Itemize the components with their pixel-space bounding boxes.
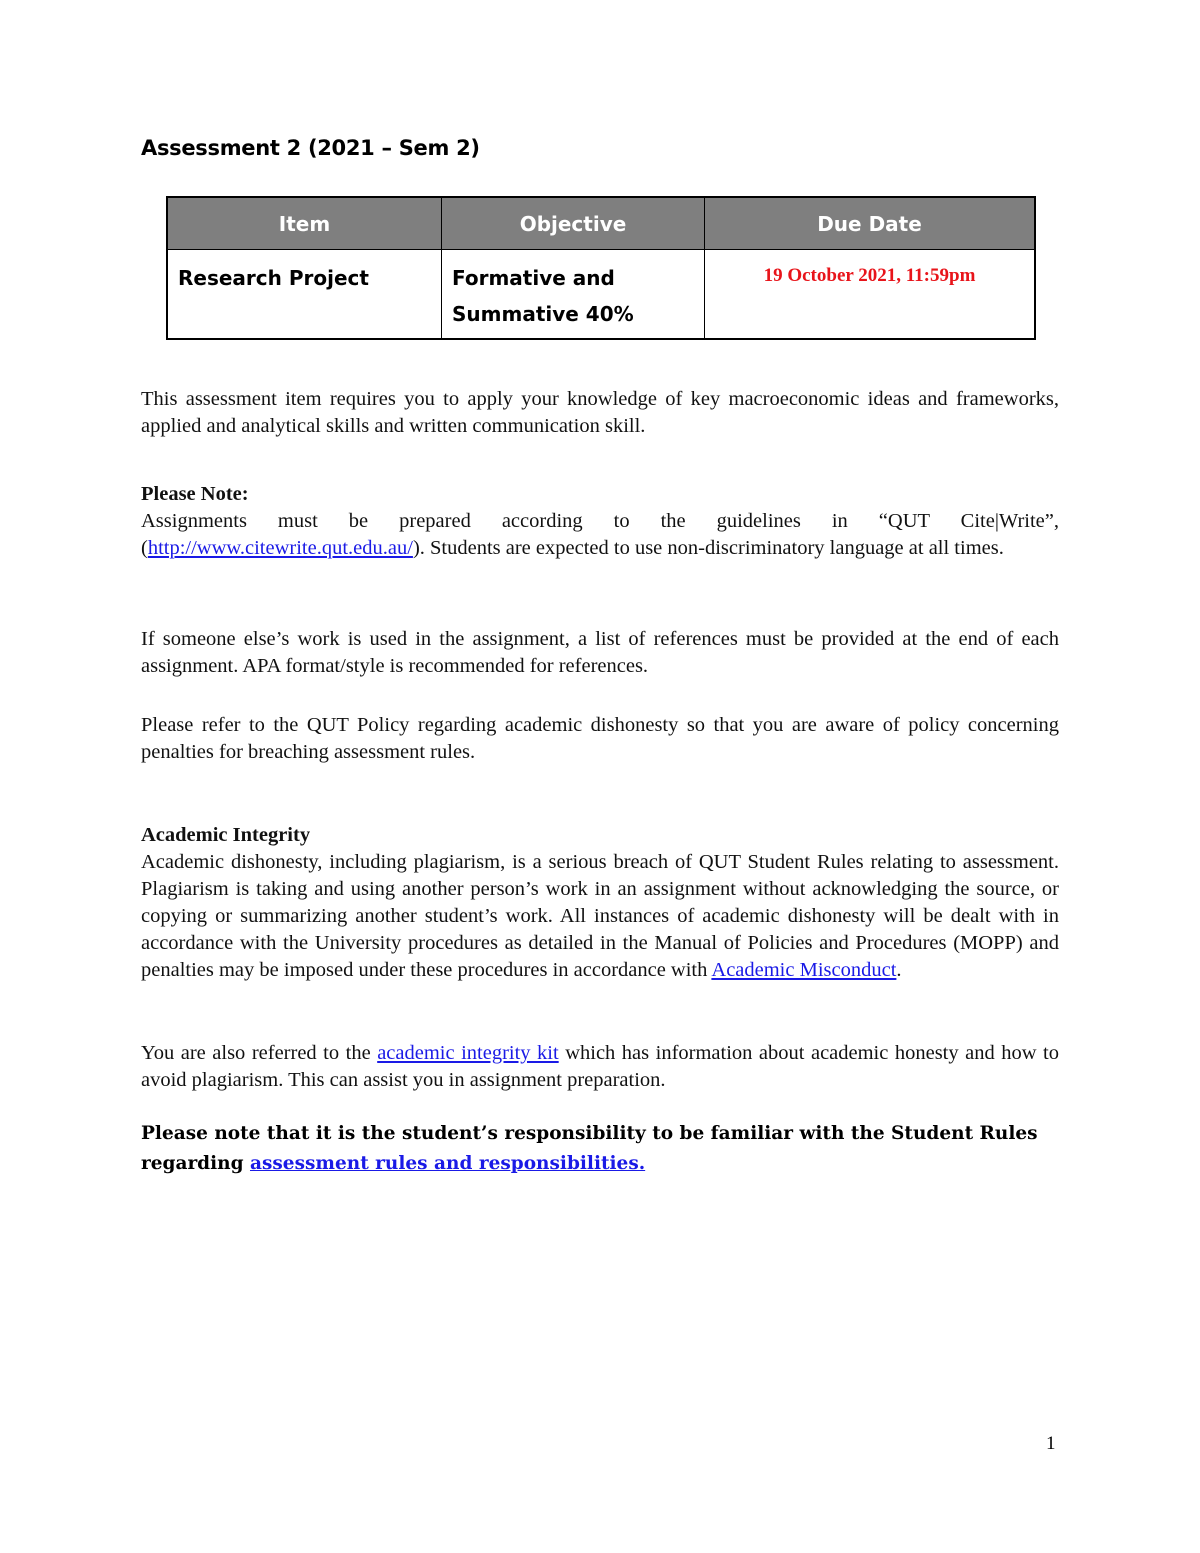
integrity-kit-paragraph <box>141 1040 1059 1094</box>
academic-integrity-end: . <box>896 959 902 981</box>
cell-due-date: 19 October 2021, 11:59pm <box>705 250 1036 340</box>
academic-misconduct-link[interactable]: Academic Misconduct <box>711 959 897 981</box>
header-objective: Objective <box>442 197 705 250</box>
cell-item: Research Project <box>167 250 442 340</box>
page-number: 1 <box>1046 1433 1056 1454</box>
kit-text-after: which has information about academic honesty and how to avoid plagiarism. This can assist you in assignment preparation. <box>141 1042 1059 1091</box>
academic-integrity-text: Academic dishonesty, including plagiarism, is a serious breach of QUT Student Rules relating to assessment. Plagiarism is taking and using another person’s work in an assignment without acknowledging the source, or copying or summarizing another student’s work. All instances of academic dishonesty will be dealt with in accordance with the University procedures as detailed in the Manual of Policies and Procedures (MOPP) and penalties may be imposed under these procedures in accordance with <box>141 851 1059 981</box>
please-note-paragraph <box>141 508 1059 562</box>
closing-paragraph <box>141 1119 1041 1179</box>
table-header-row <box>167 197 1035 250</box>
citewrite-link[interactable]: http://www.citewrite.qut.edu.au/ <box>147 537 413 559</box>
academic-integrity-section <box>141 822 1059 984</box>
please-note-text-end: ). Students are expected to use non-discriminatory language at all times. <box>412 537 1004 559</box>
cell-objective <box>442 250 705 340</box>
policy-paragraph: Please refer to the QUT Policy regarding academic dishonesty so that you are aware of policy concerning penalties for breaching assessment rules. <box>141 714 1059 763</box>
objective-line-1: Formative and <box>452 266 615 290</box>
please-note-section <box>141 481 1059 562</box>
header-item: Item <box>167 197 442 250</box>
objective-line-2: Summative 40% <box>452 302 634 326</box>
header-due-date: Due Date <box>705 197 1036 250</box>
references-paragraph: If someone else’s work is used in the assignment, a list of references must be provided at the end of each assignment. APA format/style is recommended for references. <box>141 628 1059 677</box>
document-title: Assessment 2 (2021 – Sem 2) <box>141 136 480 160</box>
please-note-text: Assignments must be prepared according to the guidelines in “QUT Cite|Write”, ( <box>141 510 1059 559</box>
academic-integrity-heading: Academic Integrity <box>141 824 311 846</box>
assessment-table <box>166 196 1036 340</box>
academic-integrity-kit-link[interactable]: academic integrity kit <box>377 1042 559 1064</box>
table-row <box>167 250 1035 340</box>
closing-text: Please note that it is the student’s responsibility to be familiar with the Student Rules regarding <box>141 1123 1038 1174</box>
kit-text-before: You are also referred to the <box>141 1042 378 1064</box>
academic-integrity-paragraph <box>141 849 1059 984</box>
intro-paragraph: This assessment item requires you to apply your knowledge of key macroeconomic ideas and frameworks, applied and analytical skills and written communication skill. <box>141 388 1059 437</box>
assessment-rules-link[interactable]: assessment rules and responsibilities. <box>249 1153 646 1174</box>
please-note-heading: Please Note: <box>141 483 249 505</box>
